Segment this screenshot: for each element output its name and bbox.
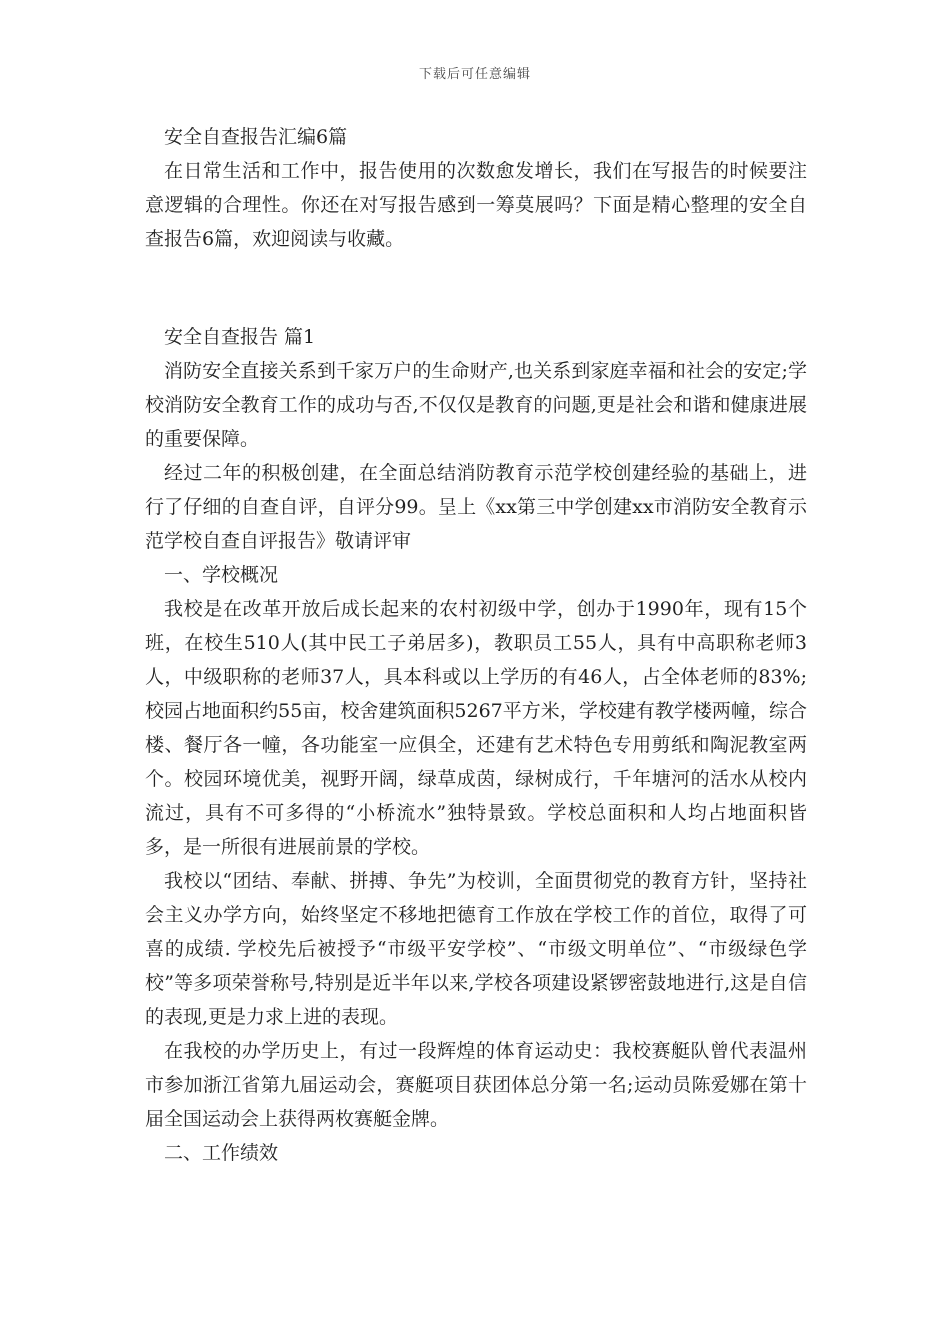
- page-header-note: 下载后可任意编辑: [418, 67, 531, 82]
- section-title-performance: 二、工作绩效: [164, 1142, 279, 1164]
- part-title: 安全自查报告 篇1: [164, 326, 316, 348]
- blank-line: [145, 256, 807, 290]
- document-title: 安全自查报告汇编6篇: [164, 126, 348, 148]
- paragraph-school-overview: 我校是在改革开放后成长起来的农村初级中学，创办于1990年，现有15个班，在校生510人(其中民工子弟居多)，教职员工55人，具有中高职称老师3人，中级职称的老师37人，具本科或以上学历的有46人，占全体老师的83%;校园占地面积约55亩，校舍建筑面积5267平方米，学校建有教学楼两幢，综合楼、餐厅各一幢，各功能室一应俱全，还建有艺术特色专用剪纸和陶泥教室两个。校园环境优美，视野开阔，绿草成茵，绿树成行，千年塘河的活水从校内流过，具有不可多得的“小桥流水”独特景致。学校总面积和人均占地面积皆多，是一所很有进展前景的学校。: [145, 598, 807, 858]
- section-title-overview: 一、学校概况: [164, 564, 279, 586]
- document-body: [145, 120, 807, 1170]
- paragraph-school-motto: 我校以“团结、奉献、拼搏、争先”为校训，全面贯彻党的教育方针，坚持社会主义办学方向，始终坚定不移地把德育工作放在学校工作的首位，取得了可喜的成绩. 学校先后被授予“市级平安学校”、“市级文明单位”、“市级绿色学校”等多项荣誉称号,特别是近半年以来,学校各项建设紧锣密鼓地进行,这是自信的表现,更是力求上进的表现。: [145, 870, 807, 1028]
- intro-paragraph: 在日常生活和工作中，报告使用的次数愈发增长，我们在写报告的时候要注意逻辑的合理性。你还在对写报告感到一筹莫展吗？下面是精心整理的安全自查报告6篇，欢迎阅读与收藏。: [145, 160, 807, 250]
- paragraph-sports-history: 在我校的办学历史上，有过一段辉煌的体育运动史：我校赛艇队曾代表温州市参加浙江省第九届运动会，赛艇项目获团体总分第一名;运动员陈爱娜在第十届全国运动会上获得两枚赛艇金牌。: [145, 1040, 807, 1130]
- paragraph-self-evaluation: 经过二年的积极创建，在全面总结消防教育示范学校创建经验的基础上，进行了仔细的自查自评，自评分99。呈上《xx第三中学创建xx市消防安全教育示范学校自查自评报告》敬请评审: [145, 462, 807, 552]
- paragraph-fire-safety: 消防安全直接关系到千家万户的生命财产,也关系到家庭幸福和社会的安定;学校消防安全教育工作的成功与否,不仅仅是教育的问题,更是社会和谐和健康进展的重要保障。: [145, 360, 807, 450]
